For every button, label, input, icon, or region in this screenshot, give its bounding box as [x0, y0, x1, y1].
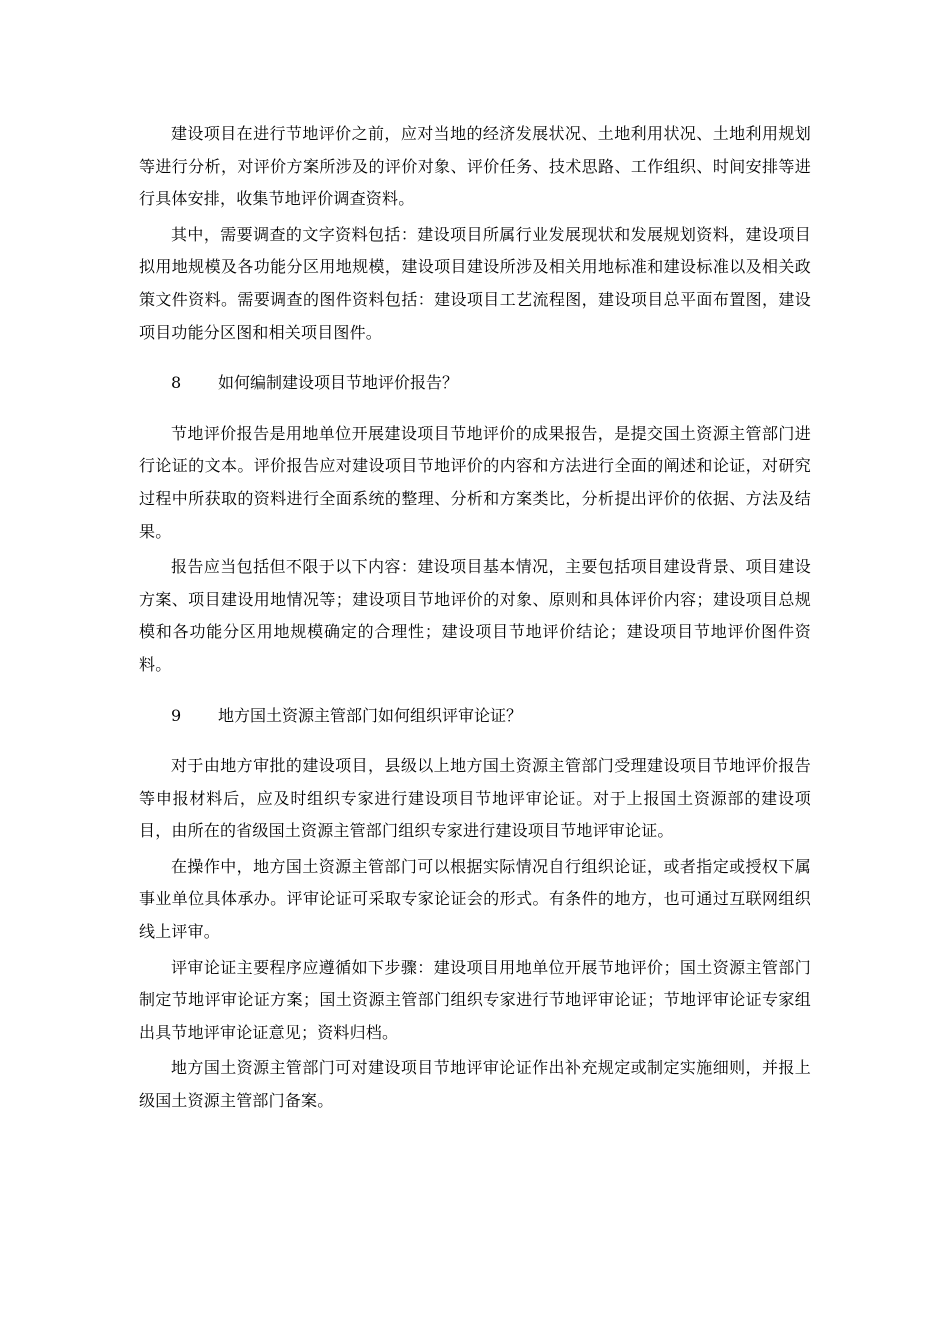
body-paragraph: 报告应当包括但不限于以下内容：建设项目基本情况，主要包括项目建设背景、项目建设方案、项目建设用地情况等；建设项目节地评价的对象、原则和具体评价内容；建设项目总规模和各功能分区用地规模确定的合理性；建设项目节地评价结论；建设项目节地评价图件资料。 [139, 557, 811, 674]
section-title: 如何编制建设项目节地评价报告？ [218, 373, 459, 393]
section-title: 地方国土资源主管部门如何组织评审论证？ [218, 705, 523, 725]
section-number: 8 [171, 373, 182, 393]
section-heading-8 [139, 367, 811, 400]
body-paragraph: 其中，需要调查的文字资料包括：建设项目所属行业发展现状和发展规划资料，建设项目拟用地规模及各功能分区用地规模，建设项目建设所涉及相关用地标准和建设标准以及相关政策文件资料。需要调查的图件资料包括：建设项目工艺流程图，建设项目总平面布置图，建设项目功能分区图和相关项目图件。 [139, 224, 811, 342]
body-paragraph: 评审论证主要程序应遵循如下步骤：建设项目用地单位开展节地评价；国土资源主管部门制定节地评审论证方案；国土资源主管部门组织专家进行节地评审论证；节地评审论证专家组出具节地评审论证意见；资料归档。 [139, 957, 811, 1042]
body-paragraph: 对于由地方审批的建设项目，县级以上地方国土资源主管部门受理建设项目节地评价报告等申报材料后，应及时组织专家进行建设项目节地评审论证。对于上报国土资源部的建设项目，由所在的省级国土资源主管部门组织专家进行建设项目节地评审论证。 [139, 756, 811, 841]
body-paragraph: 地方国土资源主管部门可对建设项目节地评审论证作出补充规定或制定实施细则，并报上级国土资源主管部门备案。 [139, 1058, 811, 1111]
section-number: 9 [171, 705, 182, 725]
body-paragraph: 节地评价报告是用地单位开展建设项目节地评价的成果报告，是提交国土资源主管部门进行论证的文本。评价报告应对建设项目节地评价的内容和方法进行全面的阐述和论证，对研究过程中所获取的资料进行全面系统的整理、分析和方案类比，分析提出评价的依据、方法及结果。 [139, 423, 811, 541]
body-paragraph: 建设项目在进行节地评价之前，应对当地的经济发展状况、土地利用状况、土地利用规划等进行分析，对评价方案所涉及的评价对象、评价任务、技术思路、工作组织、时间安排等进行具体安排，收集节地评价调查资料。 [139, 124, 811, 209]
section-heading-9 [139, 700, 811, 733]
document-body [139, 118, 811, 1118]
body-paragraph: 在操作中，地方国土资源主管部门可以根据实际情况自行组织论证，或者指定或授权下属事业单位具体承办。评审论证可采取专家论证会的形式。有条件的地方，也可通过互联网组织线上评审。 [139, 856, 811, 942]
